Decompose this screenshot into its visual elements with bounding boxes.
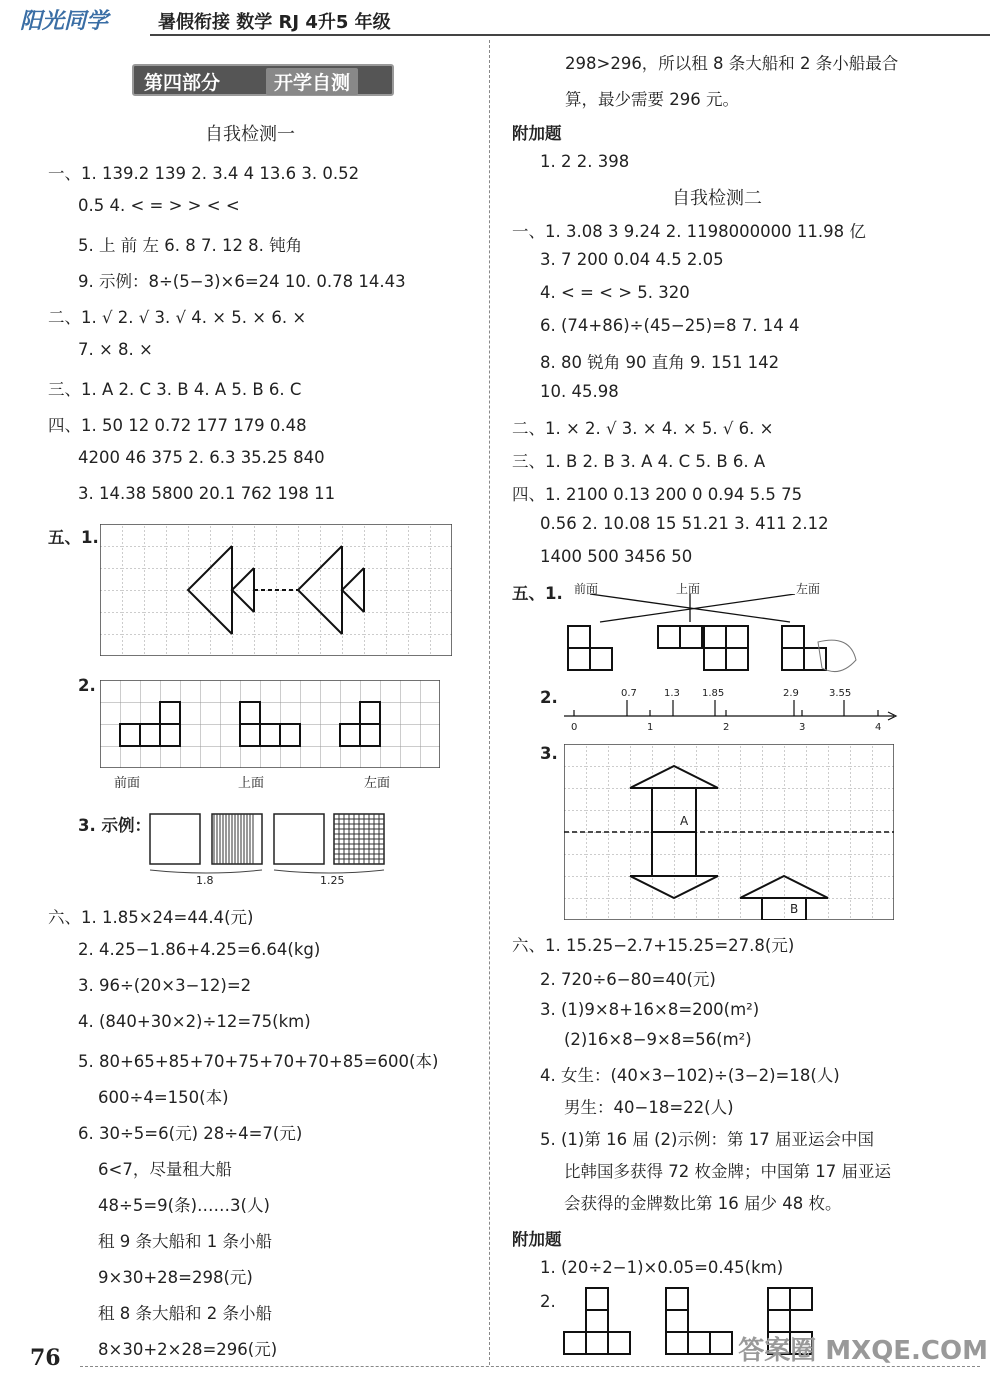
left-line-3: 5. 上 前 左 6. 8 7. 12 8. 钝角 [78,236,303,255]
right-line-9: 四、1. 2100 0.13 200 0 0.94 5.5 75 [512,485,803,504]
left-line-9: 4200 46 375 2. 6.3 35.25 840 [78,448,325,467]
right-line-6: 10. 45.98 [540,382,619,401]
banner-part: 第四部分 [144,72,221,94]
right-extra2-2: 2. [540,1292,556,1311]
right-number-line-figure [560,698,900,724]
right-line-7: 二、1. × 2. √ 3. × 4. × 5. √ 6. × [512,419,774,438]
left-six-12: 租 8 条大船和 2 条小船 [98,1304,272,1323]
left-six-1: 六、1. 1.85×24=44.4(元) [48,908,254,927]
left-line-5: 二、1. √ 2. √ 3. √ 4. × 5. × 6. × [48,308,307,327]
right-top-2: 算，最少需要 296 元。 [565,90,739,109]
right-six-5: 4. 女生：(40×3−102)÷(3−2)=18(人) [540,1066,840,1085]
left-decimal-squares-figure [148,812,438,884]
axis-1: 1 [647,722,654,733]
test2-title: 自我检测二 [672,188,762,209]
right-extra1-title: 附加题 [512,124,562,143]
right-label-top: 上面 [676,582,701,596]
left-line-7: 三、1. A 2. C 3. B 4. A 5. B 6. C [48,380,302,399]
right-q5-2-label: 2. [540,688,558,707]
brand-logo: 阳光同学 [20,8,109,34]
left-line-1: 一、1. 139.2 139 2. 3.4 4 13.6 3. 0.52 [48,164,360,183]
left-label-front: 前面 [114,776,141,791]
shape-a-label: A [680,814,689,828]
left-six-13: 8×30+2×28=296(元) [98,1340,278,1359]
tick-3-55: 3.55 [829,688,852,699]
left-six-2: 2. 4.25−1.86+4.25=6.64(kg) [78,940,321,959]
right-extra2-1: 1. (20÷2−1)×0.05=0.45(km) [540,1258,784,1277]
left-six-11: 9×30+28=298(元) [98,1268,253,1287]
tick-1-3: 1.3 [664,688,680,699]
left-six-4: 4. (840+30×2)÷12=75(km) [78,1012,311,1031]
right-six-9: 会获得的金牌数比第 16 届少 48 枚。 [564,1194,842,1213]
left-six-9: 48÷5=9(条)……3(人) [98,1196,270,1215]
axis-3: 3 [799,722,806,733]
left-six-5: 5. 80+65+85+70+75+70+70+85=600(本) [78,1052,439,1071]
right-extra1: 1. 2 2. 398 [540,152,630,171]
right-label-left: 左面 [796,582,821,596]
right-line-4: 6. (74+86)÷(45−25)=8 7. 14 4 [540,316,800,335]
right-six-2: 2. 720÷6−80=40(元) [540,970,716,989]
right-six-6: 男生：40−18=22(人) [564,1098,734,1117]
right-line-8: 三、1. B 2. B 3. A 4. C 5. B 6. A [512,452,766,471]
tick-0-7: 0.7 [621,688,637,699]
right-line-2: 3. 7 200 0.04 4.5 2.05 [540,250,724,269]
axis-0: 0 [571,722,578,733]
right-line-1: 一、1. 3.08 3 9.24 2. 1198000000 11.98 亿 [512,222,866,241]
banner-topic: 开学自测 [266,68,358,95]
right-six-7: 5. (1)第 16 届 (2)示例：第 17 届亚运会中国 [540,1130,874,1149]
watermark: 答案圈 MXQE.COM [738,1336,988,1366]
header-rule [150,34,990,36]
left-line-10: 3. 14.38 5800 20.1 762 198 11 [78,484,336,503]
right-top-1: 298>296，所以租 8 条大船和 2 条小船最合 [565,54,899,73]
right-six-4: (2)16×8−9×8=56(m²) [564,1030,752,1049]
left-line-8: 四、1. 50 12 0.72 177 179 0.48 [48,416,307,435]
tick-2-9: 2.9 [783,688,799,699]
axis-2: 2 [723,722,730,733]
left-six-10: 租 9 条大船和 1 条小船 [98,1232,272,1251]
right-views-figure [560,594,880,678]
left-six-3: 3. 96÷(20×3−12)=2 [78,976,252,995]
right-six-8: 比韩国多获得 72 枚金牌；中国第 17 届亚运 [564,1162,891,1181]
right-line-10: 0.56 2. 10.08 15 51.21 3. 411 2.12 [540,514,829,533]
right-line-5: 8. 80 锐角 90 直角 9. 151 142 [540,353,780,372]
section-banner [132,64,394,96]
right-six-1: 六、1. 15.25−2.7+15.25=27.8(元) [512,936,795,955]
right-line-3: 4. < = < > 5. 320 [540,283,690,302]
left-views-grid-figure [100,680,440,768]
right-q5-1-label: 五、1. [512,584,563,603]
left-arrow-grid-figure [100,524,452,656]
left-q5-1-label: 五、1. [48,528,99,547]
left-six-6: 600÷4=150(本) [98,1088,229,1107]
right-q5-3-label: 3. [540,744,558,763]
header-title: 暑假衔接 数学 RJ 4升5 年级 [158,12,391,33]
left-val-1-25: 1.25 [320,874,345,887]
right-label-front: 前面 [574,582,599,596]
right-six-3: 3. (1)9×8+16×8=200(m²) [540,1000,760,1019]
left-label-top: 上面 [238,776,265,791]
left-val-1-8: 1.8 [196,874,214,887]
left-line-4: 9. 示例：8÷(5−3)×6=24 10. 0.78 14.43 [78,272,406,291]
test1-title: 自我检测一 [205,124,295,145]
left-label-left: 左面 [364,776,391,791]
left-line-2: 0.5 4. < = > > < < [78,196,240,215]
axis-4: 4 [875,722,882,733]
shape-b-label: B [790,902,799,916]
left-six-8: 6<7，尽量租大船 [98,1160,232,1179]
column-divider [489,40,490,1365]
page-number: 76 [30,1345,61,1371]
left-q5-2-label: 2. [78,676,96,695]
right-line-11: 1400 500 3456 50 [540,547,693,566]
right-extra2-title: 附加题 [512,1230,562,1249]
right-symmetry-grid-figure [564,744,894,920]
left-q5-3-label: 3. 示例： [78,816,151,835]
left-six-7: 6. 30÷5=6(元) 28÷4=7(元) [78,1124,303,1143]
left-line-6: 7. × 8. × [78,340,153,359]
tick-1-85: 1.85 [702,688,725,699]
